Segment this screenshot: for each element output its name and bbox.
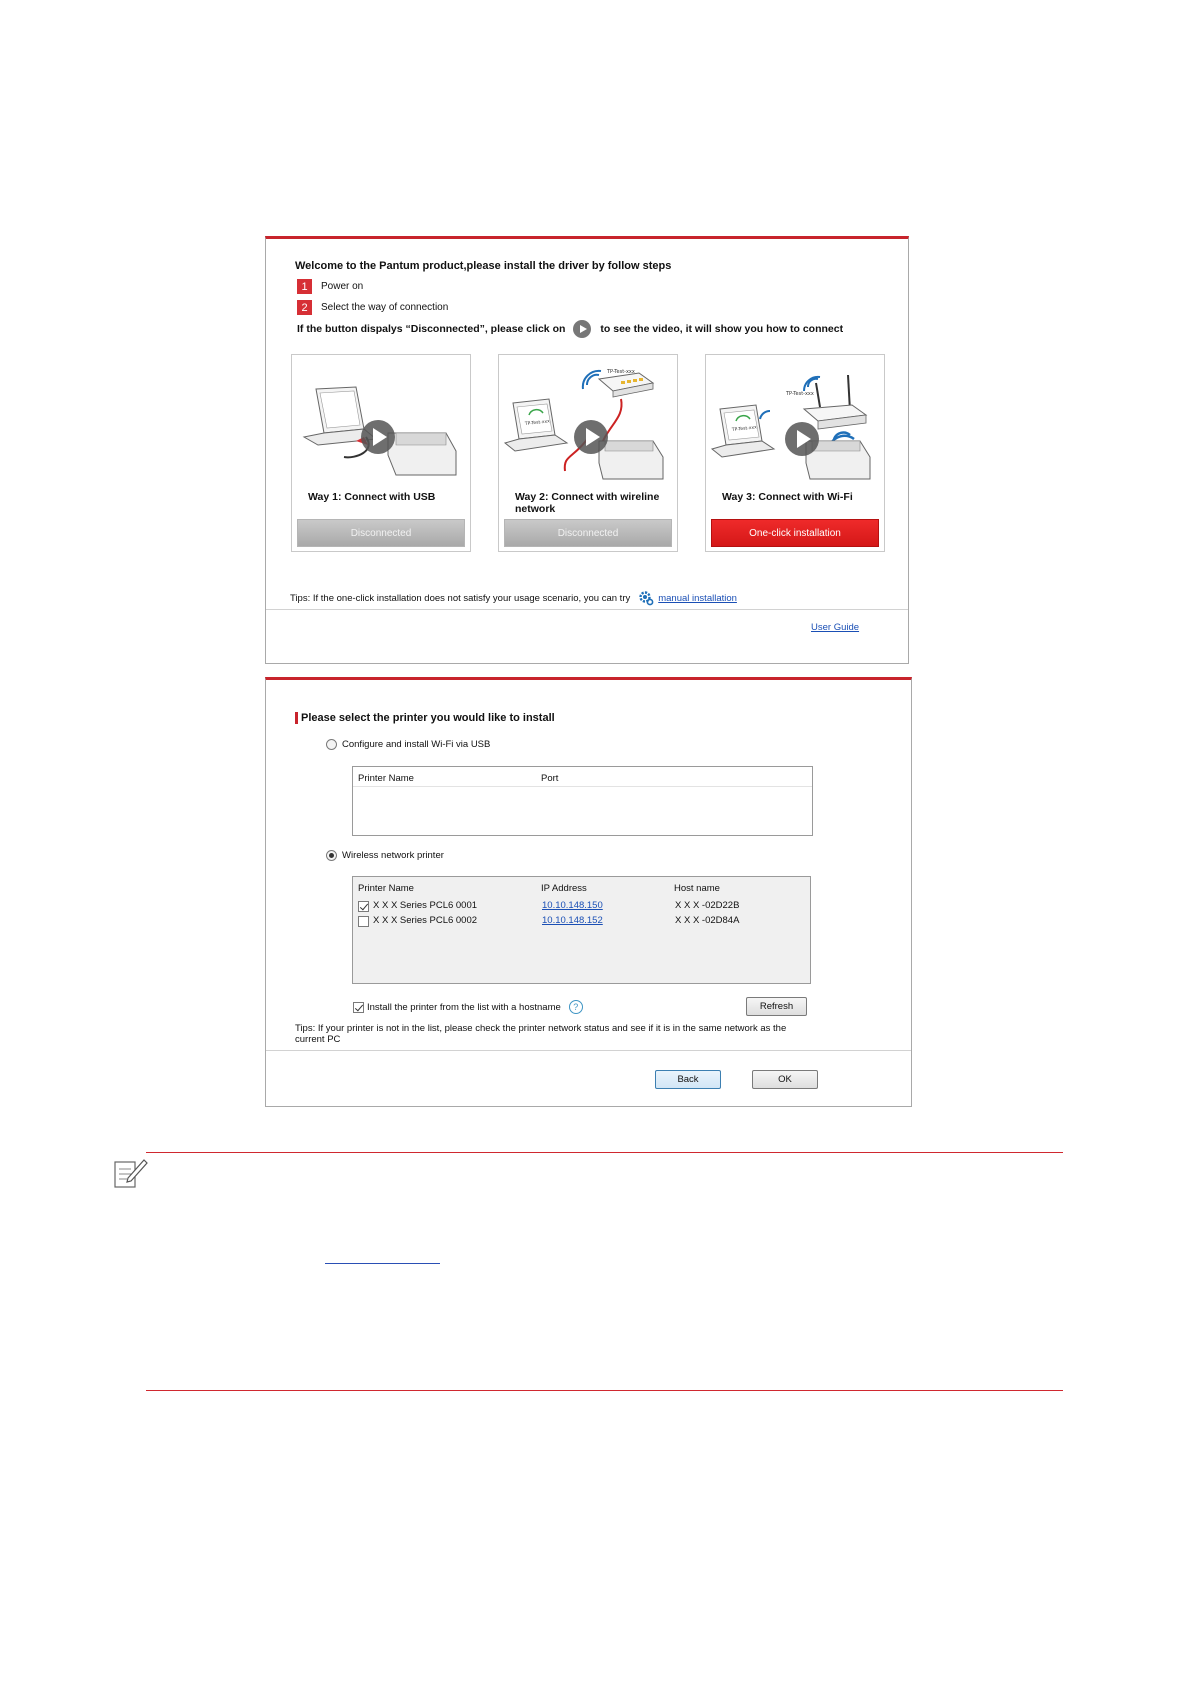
ok-button[interactable]: OK: [752, 1070, 818, 1089]
radio-label: Configure and install Wi-Fi via USB: [342, 739, 491, 750]
way-label: Way 3: Connect with Wi-Fi: [722, 491, 853, 503]
svg-text:TP-Test-xxx: TP-Test-xxx: [786, 391, 814, 397]
wireline-connection-illustration: [503, 359, 673, 487]
manual-install-tip: [290, 590, 737, 606]
way-label: Way 2: Connect with wireline network: [515, 491, 660, 515]
radio-button[interactable]: [326, 850, 337, 861]
row-checkbox[interactable]: [358, 901, 369, 912]
column-header-port[interactable]: Port: [541, 773, 559, 784]
note-top-rule: [146, 1152, 1063, 1153]
step-label: Select the way of connection: [321, 302, 449, 313]
hint-text-before: If the button dispalys “Disconnected”, please click on: [297, 323, 566, 335]
note-bottom-rule: [146, 1390, 1063, 1391]
radio-wireless-network-printer[interactable]: [326, 850, 444, 861]
back-button[interactable]: Back: [655, 1070, 721, 1089]
column-header-printer-name[interactable]: Printer Name: [358, 883, 414, 894]
refresh-button[interactable]: Refresh: [746, 997, 807, 1016]
printer-list-tip: Tips: If your printer is not in the list, please check the printer network status and see if it is in the same network as the current PC: [295, 1023, 787, 1045]
host-name: X X X -02D22B: [675, 900, 740, 911]
step-select-connection: [297, 300, 448, 315]
table-header: [353, 767, 812, 787]
way-card-wifi[interactable]: [705, 354, 885, 552]
title-accent-bar: [295, 712, 298, 724]
way-card-wireline[interactable]: [498, 354, 678, 552]
note-icon: [112, 1156, 148, 1190]
radio-label: Wireless network printer: [342, 850, 444, 861]
wifi-connection-illustration: [710, 359, 880, 487]
step-number-2: 2: [297, 300, 312, 315]
help-icon[interactable]: ?: [569, 1000, 583, 1014]
table-row[interactable]: [358, 914, 810, 928]
title-text: Please select the printer you would like to install: [301, 712, 555, 724]
router-ssid-label: TP-Test-xxx: [607, 369, 635, 375]
gear-icon: [638, 590, 654, 606]
divider: [266, 609, 908, 610]
welcome-title: Welcome to the Pantum product,please install the driver by follow steps: [295, 260, 672, 272]
usb-printer-table: [352, 766, 813, 836]
install-hostname-label: Install the printer from the list with a hostname: [367, 1001, 561, 1013]
video-hint: [297, 320, 843, 338]
radio-usb-wifi-config[interactable]: [326, 739, 490, 750]
play-icon: [573, 320, 591, 338]
column-header-printer-name[interactable]: Printer Name: [358, 773, 414, 784]
step-label: Power on: [321, 281, 364, 292]
tip-text: Tips: If the one-click installation does not satisfy your usage scenario, you can try: [290, 592, 631, 604]
select-printer-window: [265, 677, 912, 1107]
svg-text:TP-Test-xxx: TP-Test-xxx: [731, 425, 758, 433]
radio-button[interactable]: [326, 739, 337, 750]
wireline-status-button[interactable]: Disconnected: [504, 519, 672, 547]
driver-install-welcome-window: [265, 236, 909, 664]
ip-address-link[interactable]: 10.10.148.150: [542, 900, 603, 911]
column-header-ip-address[interactable]: IP Address: [541, 883, 587, 894]
install-with-hostname-option[interactable]: [353, 1000, 583, 1014]
way-card-usb[interactable]: [291, 354, 471, 552]
printer-name: X X X Series PCL6 0001: [373, 900, 478, 911]
install-hostname-checkbox[interactable]: [353, 1002, 364, 1013]
manual-installation-link[interactable]: manual installation: [658, 592, 737, 604]
usb-status-button[interactable]: Disconnected: [297, 519, 465, 547]
svg-text:TP-Test-xxx: TP-Test-xxx: [524, 419, 551, 427]
step-number-1: 1: [297, 279, 312, 294]
ip-address-link[interactable]: 10.10.148.152: [542, 915, 603, 926]
user-guide-link[interactable]: User Guide: [811, 622, 860, 633]
table-header: [353, 877, 810, 897]
hint-text-after: to see the video, it will show you how to connect: [600, 323, 844, 335]
usb-connection-illustration: [296, 359, 466, 487]
wireless-printer-table: [352, 876, 811, 984]
one-click-installation-button[interactable]: One-click installation: [711, 519, 879, 547]
note-link-underline[interactable]: [325, 1263, 440, 1264]
row-checkbox[interactable]: [358, 916, 369, 927]
column-header-host-name[interactable]: Host name: [674, 883, 720, 894]
table-row[interactable]: [358, 899, 810, 913]
printer-name: X X X Series PCL6 0002: [373, 915, 478, 926]
divider: [266, 1050, 911, 1051]
host-name: X X X -02D84A: [675, 915, 740, 926]
step-power-on: [297, 279, 363, 294]
select-printer-title: [295, 712, 555, 724]
way-label: Way 1: Connect with USB: [308, 491, 436, 503]
